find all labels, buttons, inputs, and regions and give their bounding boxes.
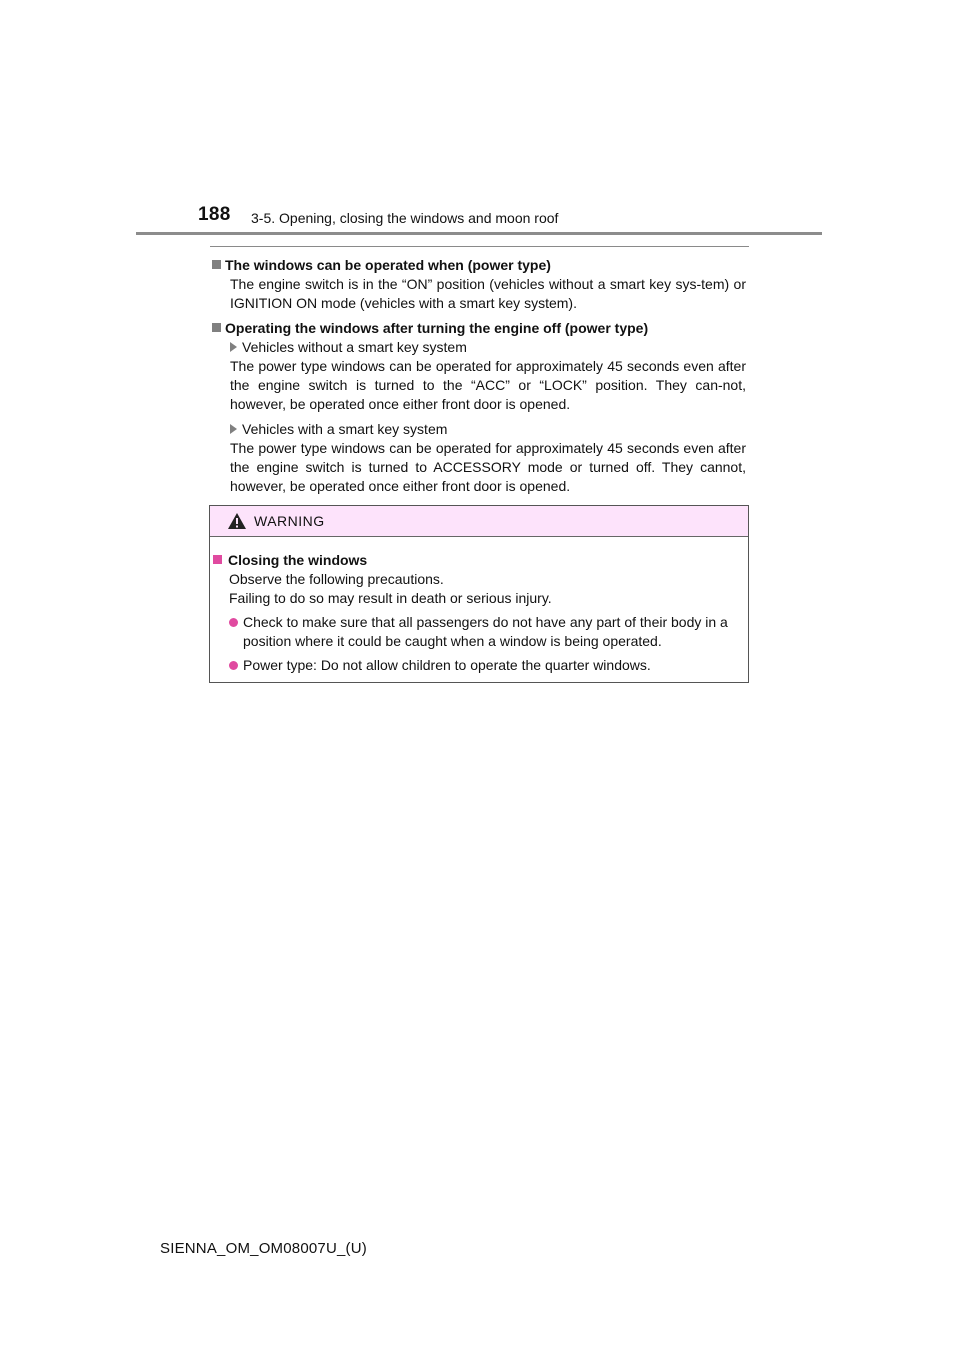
subheading-without-smart-key (212, 338, 746, 357)
warning-bullet (213, 656, 744, 675)
heading-text: Operating the windows after turning the engine off (power type) (225, 320, 649, 336)
warning-line: Observe the following precautions. (229, 571, 444, 587)
warning-heading (213, 551, 744, 570)
heading-windows-operated (212, 256, 746, 275)
square-bullet-icon (213, 555, 222, 564)
warning-bullet (213, 613, 744, 651)
square-bullet-icon (212, 260, 221, 269)
square-bullet-icon (212, 323, 221, 332)
paragraph: The engine switch is in the “ON” position (vehicles without a smart key sys-tem) or IGNITION ON mode (vehicles with a smart key system). (230, 276, 746, 311)
content-divider (210, 246, 749, 247)
warning-header (210, 506, 748, 537)
circle-bullet-icon (229, 618, 238, 627)
heading-after-engine-off (212, 319, 746, 338)
header-rule (136, 232, 822, 235)
warning-line: Failing to do so may result in death or serious injury. (229, 590, 552, 606)
subheading-text: Vehicles without a smart key system (242, 339, 467, 355)
paragraph: The power type windows can be operated for approximately 45 seconds even after the engine switch is turned to ACCESSORY mode or turned off. They cannot, however, be operated once either front door is opened. (230, 440, 746, 494)
section-title: 3-5. Opening, closing the windows and moon roof (251, 210, 559, 226)
page-number: 188 (198, 204, 231, 225)
document-code: SIENNA_OM_OM08007U_(U) (160, 1240, 367, 1257)
warning-triangle-icon (227, 512, 247, 530)
main-content (212, 256, 746, 496)
warning-label: WARNING (254, 513, 325, 529)
bullet-text: Power type: Do not allow children to operate the quarter windows. (243, 657, 651, 673)
subheading-with-smart-key (212, 420, 746, 439)
warning-heading-text: Closing the windows (228, 552, 368, 568)
paragraph: The power type windows can be operated for approximately 45 seconds even after the engine switch is turned to the “ACC” or “LOCK” position. They can-not, however, be operated once either front door is opened. (230, 358, 746, 412)
warning-box (209, 505, 749, 683)
triangle-arrow-icon (230, 342, 237, 352)
bullet-text: Check to make sure that all passengers do not have any part of their body in a position where it could be caught when a window is being operated. (243, 614, 728, 649)
circle-bullet-icon (229, 661, 238, 670)
triangle-arrow-icon (230, 424, 237, 434)
heading-text: The windows can be operated when (power type) (225, 257, 551, 273)
subheading-text: Vehicles with a smart key system (242, 421, 448, 437)
warning-body (210, 537, 748, 675)
